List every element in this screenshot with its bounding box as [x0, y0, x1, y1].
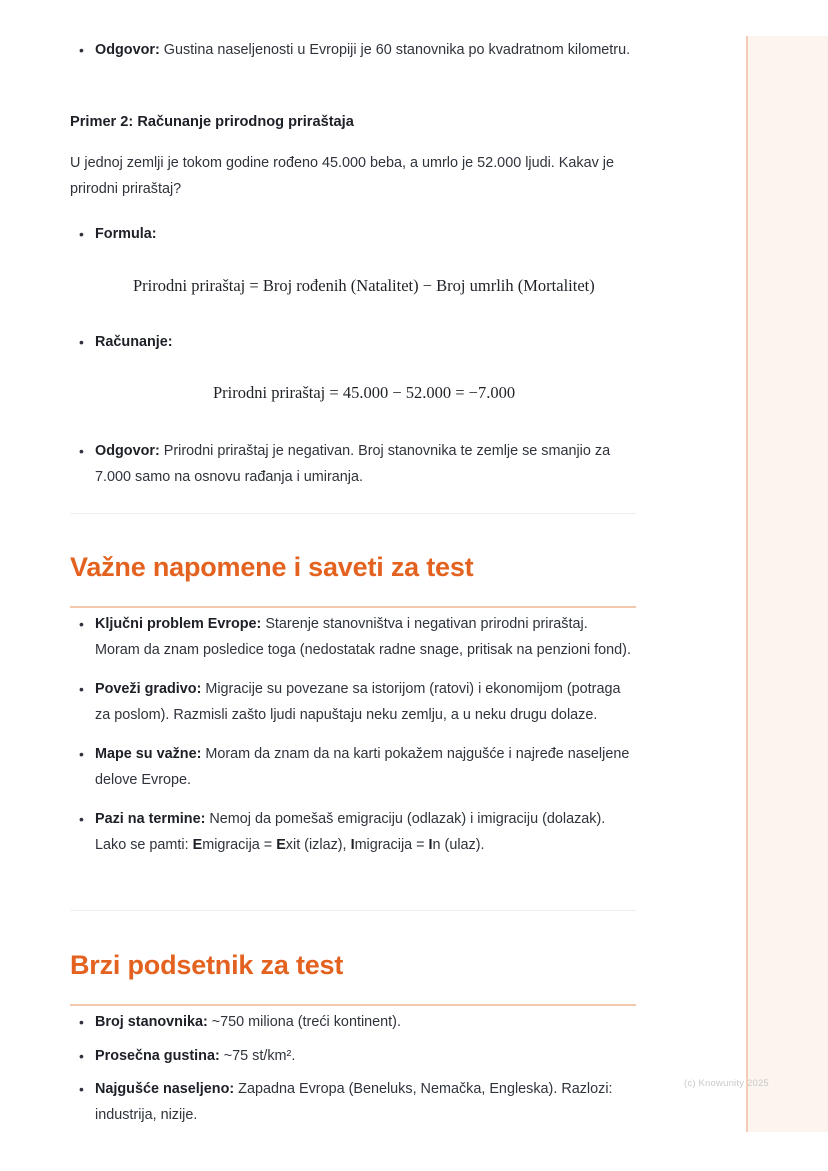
answer-text: Gustina naseljenosti u Evropiji je 60 stanovnika po kvadratnom kilometru. — [159, 42, 631, 58]
note-text: Starenje stanovništva i negativan prirodni priraštaj. Moram da znam posledice toga (nedostatak radne snage, pritisak na penzioni fond). — [95, 616, 631, 658]
note-label: Poveži gradivo: — [95, 681, 202, 697]
reminder-text: Zapadna Evropa (Beneluks, Nemačka, Engleska). Razlozi: industrija, nizije. — [95, 1081, 613, 1123]
list-item — [70, 1044, 636, 1070]
formula-label: Formula: — [95, 226, 157, 242]
bold-letter-e: E — [192, 836, 203, 853]
example-problem: U jednoj zemlji je tokom godine rođeno 45.000 beba, a umrlo je 52.000 ljudi. Kakav je prirodni priraštaj? — [70, 155, 614, 197]
note-text-part2: migracija = — [202, 836, 277, 853]
calculation-label: Računanje: — [95, 334, 173, 350]
list-item — [70, 1077, 636, 1128]
note-text-part3: xit (izlaz), — [285, 836, 351, 853]
example-heading: Primer 2: Računanje prirodnog priraštaja — [70, 114, 354, 130]
reminder-text: ~750 miliona (treći kontinent). — [207, 1014, 401, 1030]
list-item — [70, 439, 636, 490]
notes-list — [70, 612, 636, 861]
list-item — [70, 612, 636, 663]
list-item — [70, 222, 636, 248]
reminder-label: Prosečna gustina: — [95, 1047, 220, 1064]
answer-label: Odgovor: — [95, 443, 160, 459]
note-text: Migracije su povezane sa istorijom (ratovi) i ekonomijom (potraga za poslom). Razmisli zašto ljudi napuštaju neku zemlju, a u neku drugu dolaze. — [95, 681, 621, 723]
list-item — [70, 742, 636, 793]
formula-list — [70, 222, 636, 251]
top-answer-list — [70, 38, 636, 67]
note-text-part1: Nemoj da pomešaš emigraciju (odlazak) i imigraciju (dolazak). Lako se pamti: — [95, 811, 606, 853]
list-item — [70, 330, 636, 356]
reminder-list — [70, 1010, 636, 1131]
calculation-list — [70, 330, 636, 359]
list-item — [70, 807, 636, 858]
reminder-section-title: Brzi podsetnik za test — [70, 950, 344, 980]
list-item — [70, 1010, 636, 1036]
notes-section-rule — [70, 606, 636, 608]
list-item — [70, 677, 636, 728]
note-text-part4: migracija = — [354, 836, 429, 853]
notes-section-title: Važne napomene i saveti za test — [70, 552, 474, 582]
example-answer-list — [70, 439, 636, 493]
reminder-label: Broj stanovnika: — [95, 1014, 208, 1030]
reminder-text: ~75 st/km². — [219, 1047, 296, 1064]
answer-text: Prirodni priraštaj je negativan. Broj stanovnika te zemlje se smanjio za 7.000 samo na osnovu rađanja i umiranja. — [95, 443, 611, 485]
answer-label: Odgovor: — [95, 42, 160, 58]
formula-expression: Prirodni priraštaj = Broj rođenih (Natalitet) − Broj umrlih (Mortalitet) — [133, 276, 595, 295]
note-label: Ključni problem Evrope: — [95, 616, 262, 632]
reminder-label: Najgušće naseljeno: — [95, 1081, 235, 1097]
bold-letter-e: E — [276, 836, 286, 853]
section-divider — [70, 910, 636, 911]
note-label: Mape su važne: — [95, 746, 202, 762]
note-text: Moram da znam da na karti pokažem najgušće i najređe naseljene delove Evrope. — [95, 746, 630, 788]
note-text-part5: n (ulaz). — [432, 836, 485, 853]
bold-letter-i: I — [350, 836, 355, 853]
reminder-section-rule — [70, 1004, 636, 1006]
section-divider — [70, 513, 636, 514]
note-label: Pazi na termine: — [95, 811, 206, 827]
list-item — [70, 38, 636, 64]
calculation-expression: Prirodni priraštaj = 45.000 − 52.000 = −7.000 — [213, 383, 516, 402]
watermark-label: (c) Knowunity 2025 — [684, 1078, 769, 1089]
bold-letter-i: I — [428, 836, 433, 853]
